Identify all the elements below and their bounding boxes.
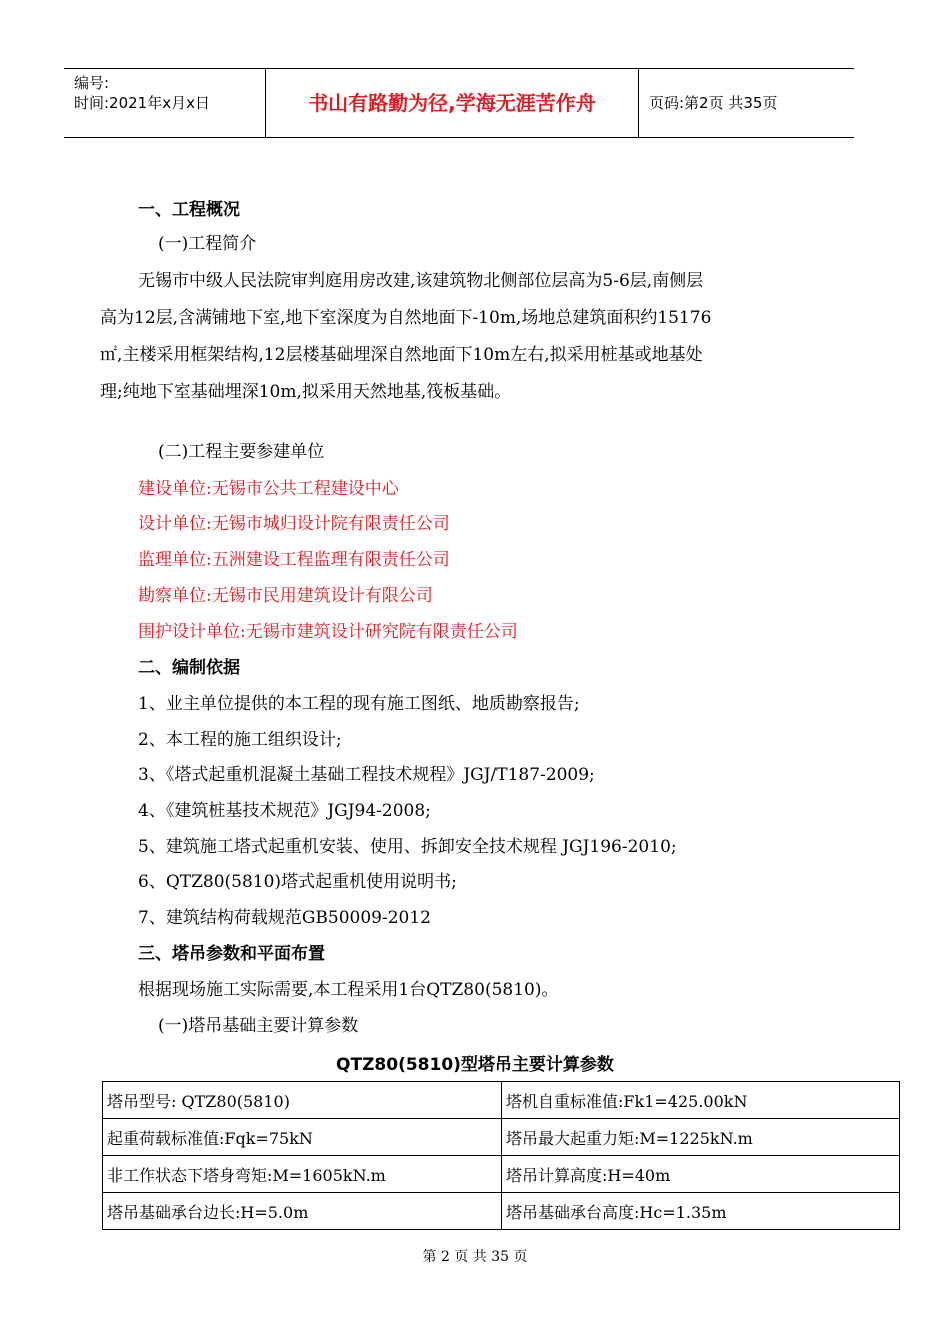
table-title: QTZ80(5810)型塔吊主要计算参数	[336, 1055, 614, 1075]
unit-line: 围护设计单位:无锡市建筑设计研究院有限责任公司	[138, 622, 518, 642]
unit-line: 勘察单位:无锡市民用建筑设计有限公司	[138, 586, 433, 606]
basis-item: 5、建筑施工塔式起重机安装、使用、拆卸安全技术规程 JGJ196-2010;	[138, 837, 677, 857]
header-divider	[638, 69, 639, 137]
header-time-label: 时间:2021年x月x日	[74, 94, 210, 112]
section-3-subtitle-1: (一)塔吊基础主要计算参数	[158, 1016, 359, 1036]
basis-item: 2、本工程的施工组织设计;	[138, 730, 342, 750]
table-row	[103, 1193, 900, 1230]
table-cell: 塔吊基础承台边长:H=5.0m	[103, 1193, 502, 1230]
table-cell: 非工作状态下塔身弯矩:M=1605kN.m	[103, 1156, 502, 1193]
section-3-title: 三、塔吊参数和平面布置	[138, 944, 325, 964]
basis-item: 4、《建筑桩基技术规范》JGJ94-2008;	[138, 801, 431, 821]
section-1-title: 一、工程概况	[138, 200, 240, 220]
basis-item: 6、QTZ80(5810)塔式起重机使用说明书;	[138, 872, 457, 892]
basis-item: 1、业主单位提供的本工程的现有施工图纸、地质勘察报告;	[138, 694, 580, 714]
header-motto: 书山有路勤为径,学海无涯苦作舟	[308, 91, 596, 115]
paragraph-line: 高为12层,含满铺地下室,地下室深度为自然地面下-10m,场地总建筑面积约15176	[100, 308, 712, 328]
page-footer: 第 2 页 共 35 页	[422, 1249, 528, 1265]
table-cell: 塔机自重标准值:Fk1=425.00kN	[502, 1082, 900, 1119]
unit-line: 监理单位:五洲建设工程监理有限责任公司	[138, 550, 450, 570]
table-cell: 起重荷载标准值:Fqk=75kN	[103, 1119, 502, 1156]
parameters-table	[102, 1081, 900, 1230]
section-1-subtitle-2: (二)工程主要参建单位	[158, 442, 325, 462]
table-row	[103, 1082, 900, 1119]
unit-line: 建设单位:无锡市公共工程建设中心	[138, 479, 399, 499]
table-cell: 塔吊基础承台高度:Hc=1.35m	[502, 1193, 900, 1230]
paragraph-line: 理;纯地下室基础埋深10m,拟采用天然地基,筏板基础。	[100, 382, 512, 402]
page-header	[64, 68, 854, 138]
header-page-info: 页码:第2页 共35页	[649, 94, 778, 112]
table-cell: 塔吊计算高度:H=40m	[502, 1156, 900, 1193]
paragraph-line: ㎡,主楼采用框架结构,12层楼基础埋深自然地面下10m左右,拟采用桩基或地基处	[100, 345, 703, 365]
section-1-subtitle-1: (一)工程简介	[158, 234, 257, 254]
table-row	[103, 1119, 900, 1156]
header-meta	[74, 73, 210, 113]
header-number-label: 编号:	[74, 74, 110, 92]
table-cell: 塔吊最大起重力矩:M=1225kN.m	[502, 1119, 900, 1156]
table-row	[103, 1156, 900, 1193]
basis-item: 7、建筑结构荷载规范GB50009-2012	[138, 908, 431, 928]
unit-line: 设计单位:无锡市城归设计院有限责任公司	[138, 514, 450, 534]
paragraph-line: 无锡市中级人民法院审判庭用房改建,该建筑物北侧部位层高为5-6层,南侧层	[138, 271, 704, 291]
paragraph-line: 根据现场施工实际需要,本工程采用1台QTZ80(5810)。	[138, 980, 559, 1000]
section-2-title: 二、编制依据	[138, 658, 240, 678]
basis-item: 3、《塔式起重机混凝土基础工程技术规程》JGJ/T187-2009;	[138, 765, 595, 785]
table-cell: 塔吊型号: QTZ80(5810)	[103, 1082, 502, 1119]
